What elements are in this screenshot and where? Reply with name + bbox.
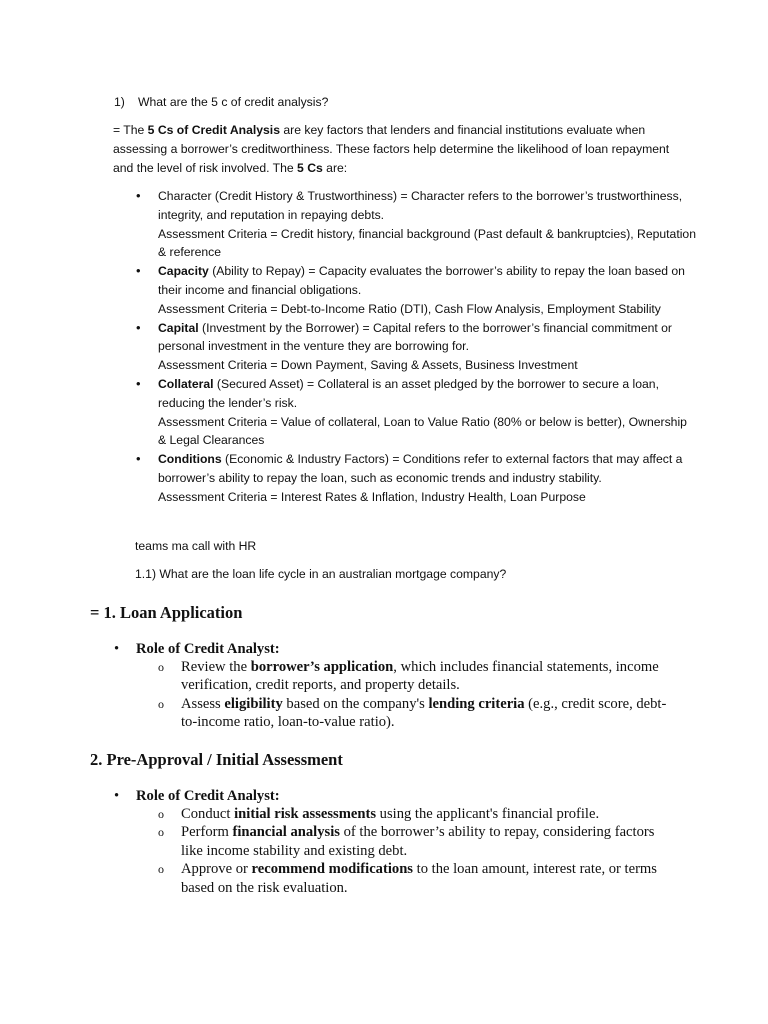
section-2-heading: 2. Pre-Approval / Initial Assessment <box>90 750 343 769</box>
circle-bullet-icon: o <box>158 696 164 711</box>
bullet-icon: • <box>114 641 120 657</box>
bold-phrase: financial analysis <box>232 824 340 841</box>
text-run: Conduct <box>181 806 235 822</box>
text-run: using the applicant's financial profile. <box>376 806 600 822</box>
section-1-list <box>158 658 678 732</box>
section-2-list <box>158 805 678 897</box>
section-1-role <box>114 640 280 658</box>
five-cs-item <box>136 375 696 450</box>
text-run: (e.g., credit score, debt-to-income ratio, loan-to-value ratio). <box>181 695 667 731</box>
five-cs-criteria: Assessment Criteria = Debt-to-Income Ratio (DTI), Cash Flow Analysis, Employment Stability <box>158 301 661 316</box>
circle-bullet-icon: o <box>158 862 164 877</box>
text-run: Approve or <box>181 861 252 878</box>
list-item <box>158 805 678 823</box>
five-cs-criteria: Assessment Criteria = Value of collateral, Loan to Value Ratio (80% or below is better), Ownership & Legal Clearances <box>158 414 687 448</box>
circle-bullet-icon: o <box>158 807 164 821</box>
bold-phrase: borrower’s application <box>250 659 394 675</box>
five-cs-name: Collateral <box>158 376 214 391</box>
text-run: of the borrower’s ability to repay, considering factors like income stability and existing debt. <box>181 824 655 859</box>
text-run: to the loan amount, interest rate, or terms based on the risk evaluation. <box>181 861 657 896</box>
intro-bold-5cs: 5 Cs <box>297 160 323 175</box>
five-cs-criteria: Assessment Criteria = Credit history, financial background (Past default & bankruptcies), Reputation & reference <box>158 226 696 260</box>
intro-prefix: = The <box>113 123 148 137</box>
five-cs-desc: (Secured Asset) = Collateral is an asset pledged by the borrower to secure a loan, reducing the lender’s risk. <box>158 376 659 410</box>
question-1 <box>114 93 328 112</box>
question-1-text: What are the 5 c of credit analysis? <box>138 95 329 109</box>
five-cs-desc: (Ability to Repay) = Capacity evaluates the borrower’s ability to repay the loan based on their income and financial obligations. <box>158 264 685 297</box>
list-item-text <box>181 861 657 895</box>
intro-paragraph <box>113 121 673 177</box>
list-item <box>158 658 678 695</box>
five-cs-item <box>136 319 696 375</box>
list-item-text <box>181 806 599 822</box>
bullet-icon: • <box>114 788 120 804</box>
list-item-text <box>181 659 659 693</box>
bullet-icon: • <box>136 263 141 279</box>
section-1-heading: = 1. Loan Application <box>90 603 243 622</box>
note-text: teams ma call with HR <box>135 539 257 553</box>
section-2-role <box>114 787 280 805</box>
list-item <box>158 695 678 732</box>
bold-phrase: lending criteria <box>428 695 525 712</box>
bullet-icon: • <box>136 319 141 335</box>
role-label: Role of Credit Analyst: <box>136 788 280 804</box>
circle-bullet-icon: o <box>158 660 164 674</box>
five-cs-item <box>136 450 696 506</box>
list-item <box>158 860 678 897</box>
list-item-text <box>181 824 654 858</box>
intro-suffix: are: <box>322 160 348 175</box>
question-1-number: 1) <box>114 95 125 109</box>
text-run: , which includes financial statements, income verification, credit reports, and property details. <box>181 659 659 694</box>
intro-bold-term: 5 Cs of Credit Analysis <box>147 123 280 137</box>
five-cs-name: Capacity <box>158 264 209 279</box>
text-run: based on the company's <box>282 695 429 712</box>
five-cs-desc: (Credit History & Trustworthiness) = Character refers to the borrower’s trustworthiness, integrity, and reputation in repaying debts. <box>158 189 683 222</box>
role-label: Role of Credit Analyst: <box>136 641 280 657</box>
bold-phrase: recommend modifications <box>251 861 413 878</box>
five-cs-desc: (Investment by the Borrower) = Capital refers to the borrower’s financial commitment or personal investment in the venture they are borrowing for. <box>158 320 672 354</box>
text-run: Review the <box>181 659 251 675</box>
five-cs-desc: (Economic & Industry Factors) = Conditions refer to external factors that may affect a borrower’s ability to repay the loan, such as economic trends and industry stability. <box>158 452 683 485</box>
text-run: Perform <box>181 824 233 841</box>
bold-phrase: eligibility <box>224 695 283 712</box>
five-cs-name: Character <box>158 189 212 203</box>
text-run: Assess <box>181 695 225 712</box>
five-cs-item <box>136 262 696 318</box>
five-cs-list <box>136 187 696 507</box>
five-cs-name: Capital <box>158 320 199 335</box>
five-cs-criteria: Assessment Criteria = Interest Rates & Inflation, Industry Health, Loan Purpose <box>158 489 586 504</box>
list-item <box>158 823 678 860</box>
bullet-icon: • <box>136 375 141 391</box>
five-cs-criteria: Assessment Criteria = Down Payment, Saving & Assets, Business Investment <box>158 358 578 373</box>
bullet-icon: • <box>136 188 141 203</box>
question-1-1: 1.1) What are the loan life cycle in an australian mortgage company? <box>135 567 507 581</box>
bullet-icon: • <box>136 451 141 467</box>
intro-middle: are key factors that lenders and financial institutions evaluate when assessing a borrower’s creditworthiness. These factors help determine the likelihood of loan repayment and the level of risk involved. The <box>113 123 670 175</box>
circle-bullet-icon: o <box>158 825 164 840</box>
five-cs-item <box>136 187 696 262</box>
bold-phrase: initial risk assessments <box>234 806 377 822</box>
five-cs-name: Conditions <box>158 452 222 467</box>
list-item-text <box>181 696 666 730</box>
